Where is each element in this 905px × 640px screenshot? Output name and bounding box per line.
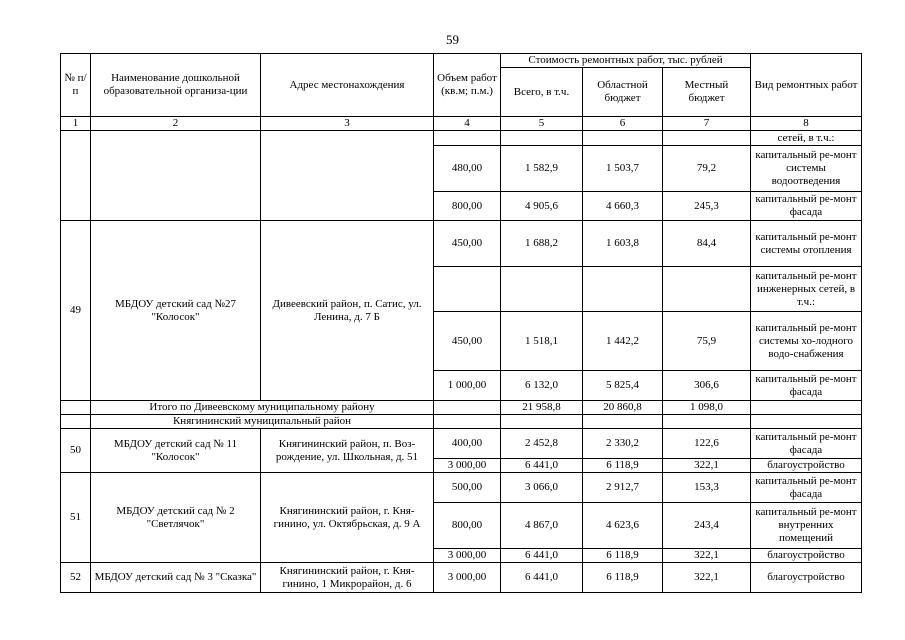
cell-work-type: благоустройство <box>751 563 862 593</box>
cell-total <box>501 131 583 146</box>
cell-total: 1 518,1 <box>501 312 583 371</box>
cell-work-type <box>751 415 862 429</box>
cell-regional <box>583 415 663 429</box>
cell-volume <box>434 415 501 429</box>
header-address: Адрес местонахождения <box>261 54 434 117</box>
col-number: 6 <box>583 117 663 131</box>
header-row <box>61 54 862 68</box>
table-row <box>61 131 862 146</box>
cell-work-type: благоустройство <box>751 549 862 563</box>
cell-local: 322,1 <box>663 459 751 473</box>
cell-work-type: капитальный ре-монт системы водоотведения <box>751 146 862 192</box>
cell-volume: 800,00 <box>434 192 501 221</box>
cell-regional: 4 660,3 <box>583 192 663 221</box>
cell-address: Княгининский район, г. Кня-гинино, 1 Микрорайон, д. 6 <box>261 563 434 593</box>
cell-volume <box>434 401 501 415</box>
cell-work-type: капитальный ре-монт системы отопления <box>751 221 862 267</box>
cell-volume: 3 000,00 <box>434 549 501 563</box>
page-number: 59 <box>446 32 459 47</box>
cell-total <box>501 415 583 429</box>
cell-local: 322,1 <box>663 563 751 593</box>
cell-volume <box>434 267 501 312</box>
cell-total: 6 441,0 <box>501 549 583 563</box>
cell-local: 79,2 <box>663 146 751 192</box>
district-section-row <box>61 415 862 429</box>
cell-local: 153,3 <box>663 473 751 503</box>
cell-work-type: капитальный ре-монт системы хо-лодного водо-снабжения <box>751 312 862 371</box>
cell-regional: 1 503,7 <box>583 146 663 192</box>
cell-num <box>61 131 91 221</box>
cell-num: 51 <box>61 473 91 563</box>
cell-volume: 3 000,00 <box>434 563 501 593</box>
repair-budget-table <box>60 53 862 593</box>
cell-work-type: капитальный ре-монт фасада <box>751 371 862 401</box>
header-total: Всего, в т.ч. <box>501 68 583 117</box>
cell-regional: 5 825,4 <box>583 371 663 401</box>
cell-regional: 1 442,2 <box>583 312 663 371</box>
cell-work-type: капитальный ре-монт фасада <box>751 429 862 459</box>
district-total-row <box>61 401 862 415</box>
col-number: 8 <box>751 117 862 131</box>
col-number: 7 <box>663 117 751 131</box>
cell-address <box>261 131 434 221</box>
cell-local <box>663 131 751 146</box>
cell-volume: 450,00 <box>434 312 501 371</box>
cell-regional: 1 603,8 <box>583 221 663 267</box>
header-cost-group: Стоимость ремонтных работ, тыс. рублей <box>501 54 751 68</box>
cell-total: 3 066,0 <box>501 473 583 503</box>
header-num: № п/п <box>61 54 91 117</box>
cell-volume: 400,00 <box>434 429 501 459</box>
cell-work-type <box>751 401 862 415</box>
cell-total: 4 867,0 <box>501 503 583 549</box>
header-regional: Областной бюджет <box>583 68 663 117</box>
cell-total <box>501 267 583 312</box>
cell-local: 306,6 <box>663 371 751 401</box>
header-volume: Объем работ (кв.м; п.м.) <box>434 54 501 117</box>
cell-regional: 20 860,8 <box>583 401 663 415</box>
cell-total: 2 452,8 <box>501 429 583 459</box>
cell-work-type: капитальный ре-монт внутренних помещений <box>751 503 862 549</box>
cell-local <box>663 415 751 429</box>
district-total-label: Итого по Дивеевскому муниципальному району <box>91 401 434 415</box>
header-name: Наименование дошкольной образовательной организа-ции <box>91 54 261 117</box>
cell-num <box>61 415 91 429</box>
table-row <box>61 429 862 459</box>
cell-total: 6 132,0 <box>501 371 583 401</box>
cell-regional: 6 118,9 <box>583 563 663 593</box>
cell-regional: 2 912,7 <box>583 473 663 503</box>
cell-address: Дивеевский район, п. Сатис, ул. Ленина, д. 7 Б <box>261 221 434 401</box>
cell-work-type: капитальный ре-монт инженерных сетей, в т.ч.: <box>751 267 862 312</box>
table-row <box>61 221 862 267</box>
column-number-row <box>61 117 862 131</box>
cell-local <box>663 267 751 312</box>
cell-regional: 4 623,6 <box>583 503 663 549</box>
cell-total: 4 905,6 <box>501 192 583 221</box>
col-number: 4 <box>434 117 501 131</box>
cell-work-type: капитальный ре-монт фасада <box>751 473 862 503</box>
cell-local: 322,1 <box>663 549 751 563</box>
col-number: 2 <box>91 117 261 131</box>
cell-regional: 6 118,9 <box>583 459 663 473</box>
cell-regional: 6 118,9 <box>583 549 663 563</box>
cell-regional <box>583 131 663 146</box>
cell-name <box>91 131 261 221</box>
cell-local: 245,3 <box>663 192 751 221</box>
cell-regional <box>583 267 663 312</box>
cell-work-type: капитальный ре-монт фасада <box>751 192 862 221</box>
cell-total: 1 688,2 <box>501 221 583 267</box>
cell-local: 243,4 <box>663 503 751 549</box>
cell-total: 21 958,8 <box>501 401 583 415</box>
cell-total: 6 441,0 <box>501 459 583 473</box>
table-row <box>61 563 862 593</box>
cell-volume: 1 000,00 <box>434 371 501 401</box>
cell-local: 122,6 <box>663 429 751 459</box>
cell-regional: 2 330,2 <box>583 429 663 459</box>
cell-volume: 500,00 <box>434 473 501 503</box>
cell-name: МБДОУ детский сад № 11 "Колосок" <box>91 429 261 473</box>
district-section-label: Княгининский муниципальный район <box>91 415 434 429</box>
cell-volume: 800,00 <box>434 503 501 549</box>
cell-local: 75,9 <box>663 312 751 371</box>
cell-local: 84,4 <box>663 221 751 267</box>
cell-name: МБДОУ детский сад № 2 "Светлячок" <box>91 473 261 563</box>
cell-num: 49 <box>61 221 91 401</box>
cell-num: 52 <box>61 563 91 593</box>
table-row <box>61 473 862 503</box>
cell-num <box>61 401 91 415</box>
col-number: 3 <box>261 117 434 131</box>
col-number: 1 <box>61 117 91 131</box>
col-number: 5 <box>501 117 583 131</box>
cell-address: Княгининский район, г. Кня-гинино, ул. Октябрьская, д. 9 А <box>261 473 434 563</box>
header-work-type: Вид ремонтных работ <box>751 54 862 117</box>
cell-name: МБДОУ детский сад № 3 "Сказка" <box>91 563 261 593</box>
cell-volume: 3 000,00 <box>434 459 501 473</box>
cell-address: Княгининский район, п. Воз-рождение, ул. Школьная, д. 51 <box>261 429 434 473</box>
header-local: Местный бюджет <box>663 68 751 117</box>
cell-volume <box>434 131 501 146</box>
cell-volume: 480,00 <box>434 146 501 192</box>
cell-total: 6 441,0 <box>501 563 583 593</box>
cell-name: МБДОУ детский сад №27 "Колосок" <box>91 221 261 401</box>
cell-total: 1 582,9 <box>501 146 583 192</box>
cell-num: 50 <box>61 429 91 473</box>
cell-work-type: благоустройство <box>751 459 862 473</box>
cell-local: 1 098,0 <box>663 401 751 415</box>
cell-volume: 450,00 <box>434 221 501 267</box>
cell-work-type: сетей, в т.ч.: <box>751 131 862 146</box>
